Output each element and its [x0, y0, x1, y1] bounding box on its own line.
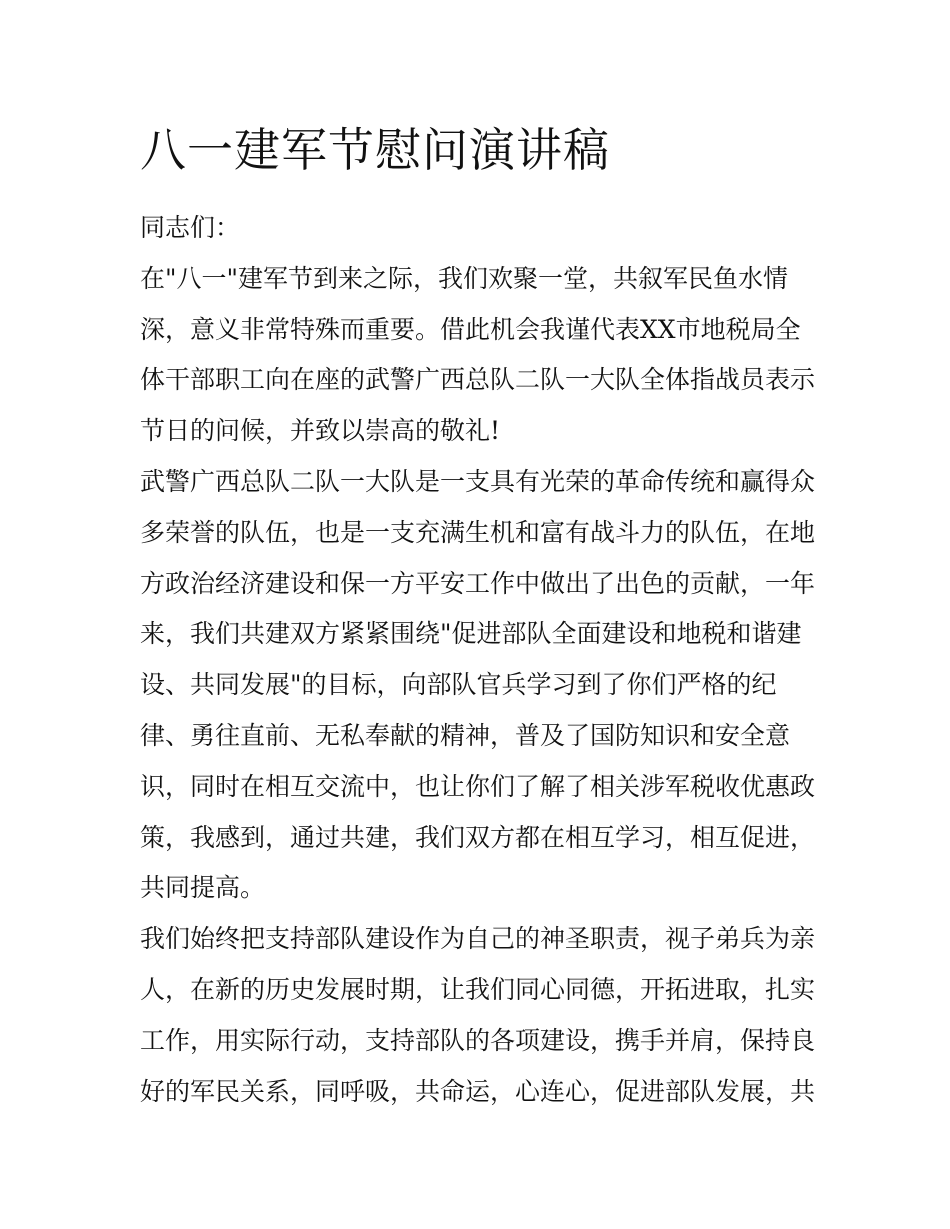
- document-title: 八一建军节慰问演讲稿: [140, 123, 610, 177]
- paragraph-line: 方政治经济建设和保一方平安工作中做出了出色的贡献，一年: [140, 568, 816, 598]
- paragraph-line: 体干部职工向在座的武警广西总队二队一大队全体指战员表示: [140, 365, 816, 395]
- paragraph-line: 人，在新的历史发展时期，让我们同心同德，开拓进取，扎实: [140, 974, 816, 1004]
- salutation: 同志们：: [140, 213, 241, 242]
- paragraph-line: 在"八一"建军节到来之际，我们欢聚一堂，共叙军民鱼水情: [140, 263, 789, 293]
- paragraph-line: 节日的问候，并致以崇高的敬礼!: [140, 416, 501, 446]
- paragraph-line: 多荣誉的队伍，也是一支充满生机和富有战斗力的队伍，在地: [140, 517, 816, 547]
- paragraph-line: 律、勇往直前、无私奉献的精神，普及了国防知识和安全意: [140, 720, 791, 750]
- paragraph-line: 工作，用实际行动，支持部队的各项建设，携手并肩，保持良: [140, 1025, 816, 1055]
- paragraph-line: 深，意义非常特殊而重要。借此机会我谨代表XX市地税局全: [140, 314, 801, 344]
- paragraph-line: 策，我感到，通过共建，我们双方都在相互学习，相互促进，: [140, 822, 816, 852]
- paragraph-line: 好的军民关系，同呼吸，共命运，心连心，促进部队发展，共: [140, 1076, 816, 1106]
- paragraph-line: 识，同时在相互交流中，也让你们了解了相关涉军税收优惠政: [140, 771, 816, 801]
- paragraph-line: 来，我们共建双方紧紧围绕"促进部队全面建设和地税和谐建: [140, 619, 802, 649]
- paragraph-line: 武警广西总队二队一大队是一支具有光荣的革命传统和赢得众: [140, 466, 816, 496]
- document-body: [140, 203, 830, 1117]
- paragraph-line: 共同提高。: [140, 873, 266, 903]
- paragraph-line: 设、共同发展"的目标，向部队官兵学习到了你们严格的纪: [140, 670, 777, 700]
- paragraph-line: 我们始终把支持部队建设作为自己的神圣职责，视子弟兵为亲: [140, 924, 816, 954]
